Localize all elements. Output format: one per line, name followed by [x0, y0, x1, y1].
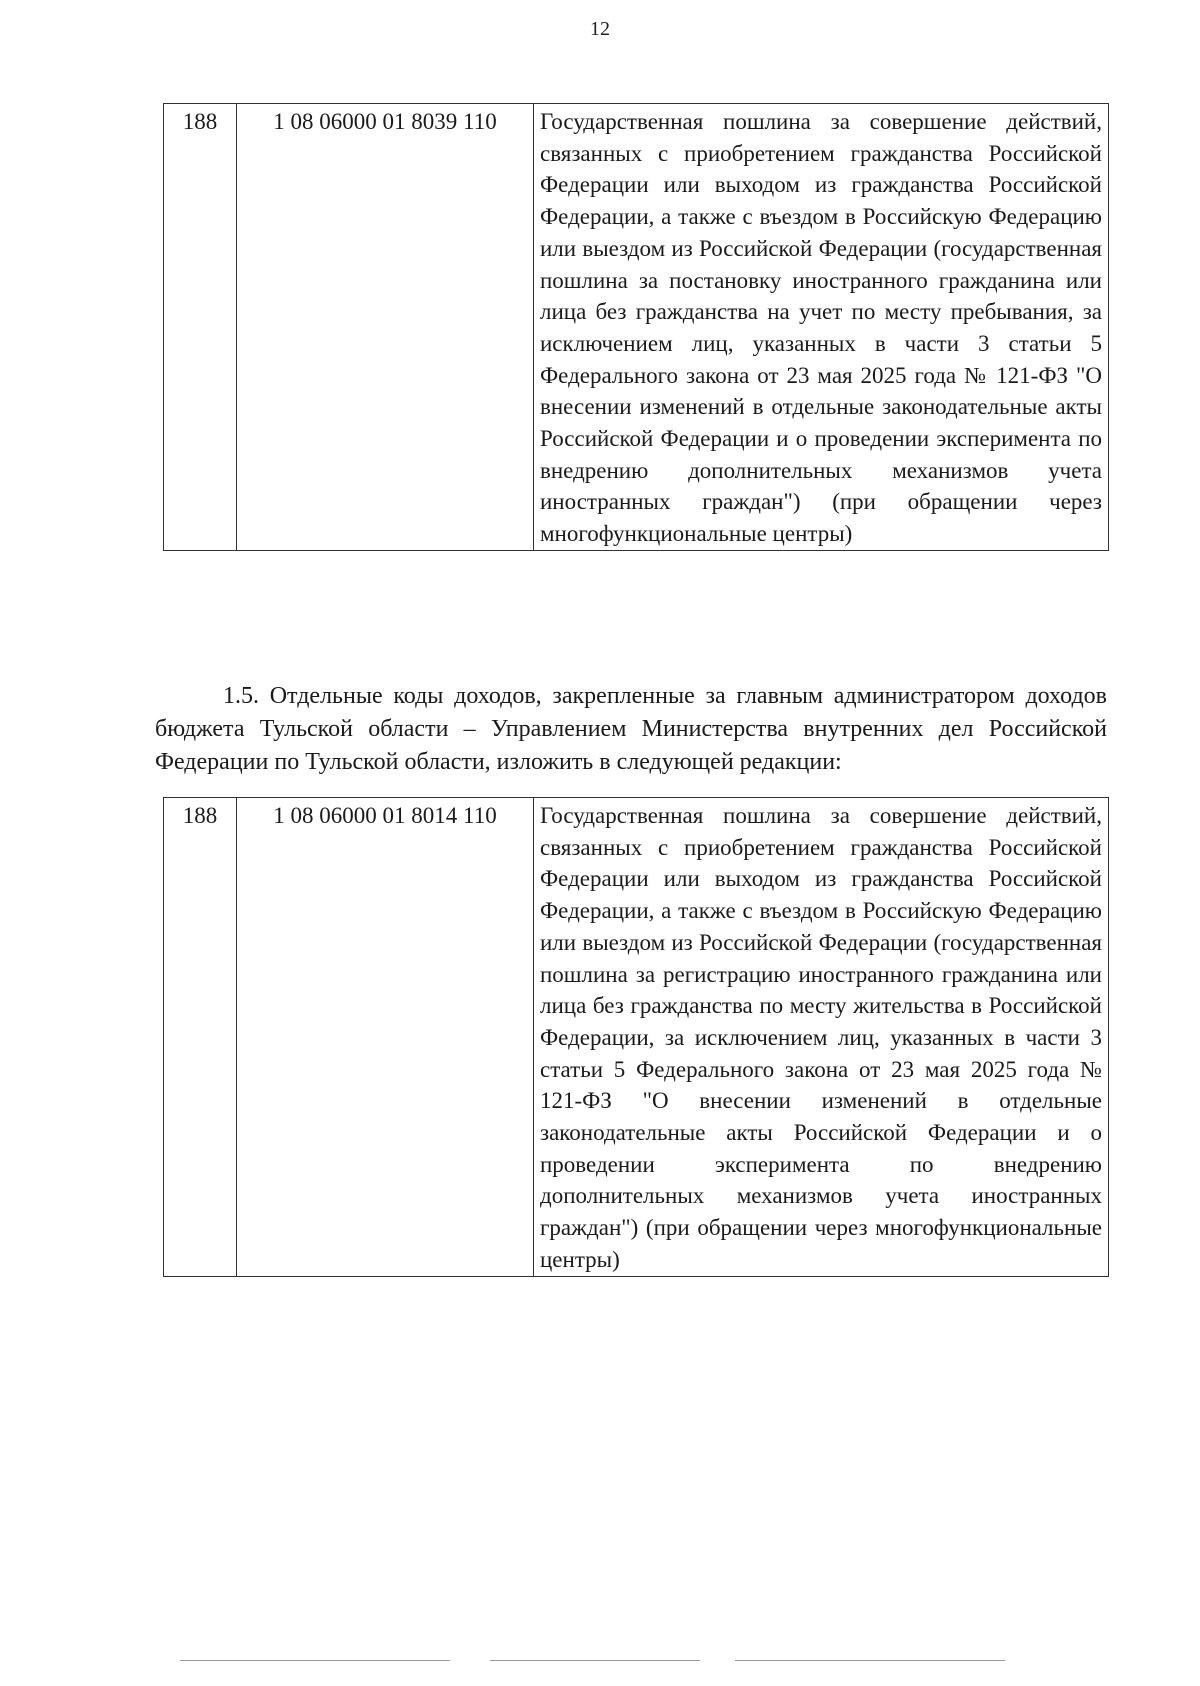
- income-description-cell: Государственная пошлина за совершение действий, связанных с приобретением гражданства Российской Федерации или выходом из гражданства Российской Федерации, а также с въездом в Российскую Федерацию или выездом из Российской Федерации (государственная пошлина за регистрацию иностранного гражданина или лица без гражданства по месту жительства в Российской Федерации, за исключением лиц, указанных в части 3 статьи 5 Федерального закона от 23 мая 2025 года № 121-ФЗ "О внесении изменений в отдельные законодательные акты Российской Федерации и о проведении эксперимента по внедрению дополнительных механизмов учета иностранных граждан") (при обращении через многофункциональные центры): [534, 798, 1109, 1277]
- footer-rule-right: [735, 1660, 1005, 1661]
- admin-code-cell: 188: [164, 104, 237, 551]
- footer-rule-center: [490, 1660, 700, 1661]
- admin-code-cell: 188: [164, 798, 237, 1277]
- page-number: 12: [590, 18, 610, 40]
- income-code-cell: 1 08 06000 01 8014 110: [237, 798, 534, 1277]
- amendment-paragraph-1-5: 1.5. Отдельные коды доходов, закрепленные за главным администратором доходов бюджета Тульской области – Управлением Министерства внутренних дел Российской Федерации по Тульской области, изложить в следующей редакции:: [155, 683, 1107, 775]
- income-codes-table-2: [163, 797, 1109, 1277]
- income-codes-table-1: [163, 103, 1109, 551]
- income-code-cell: 1 08 06000 01 8039 110: [237, 104, 534, 551]
- table-row: [164, 104, 1109, 551]
- income-description-cell: Государственная пошлина за совершение действий, связанных с приобретением гражданства Российской Федерации или выходом из гражданства Российской Федерации, а также с въездом в Российскую Федерацию или выездом из Российской Федерации (государственная пошлина за постановку иностранного гражданина или лица без гражданства на учет по месту пребывания, за исключением лиц, указанных в части 3 статьи 5 Федерального закона от 23 мая 2025 года № 121-ФЗ "О внесении изменений в отдельные законодательные акты Российской Федерации и о проведении эксперимента по внедрению дополнительных механизмов учета иностранных граждан") (при обращении через многофункциональные центры): [534, 104, 1109, 551]
- footer-rule-left: [180, 1660, 450, 1661]
- table-row: [164, 798, 1109, 1277]
